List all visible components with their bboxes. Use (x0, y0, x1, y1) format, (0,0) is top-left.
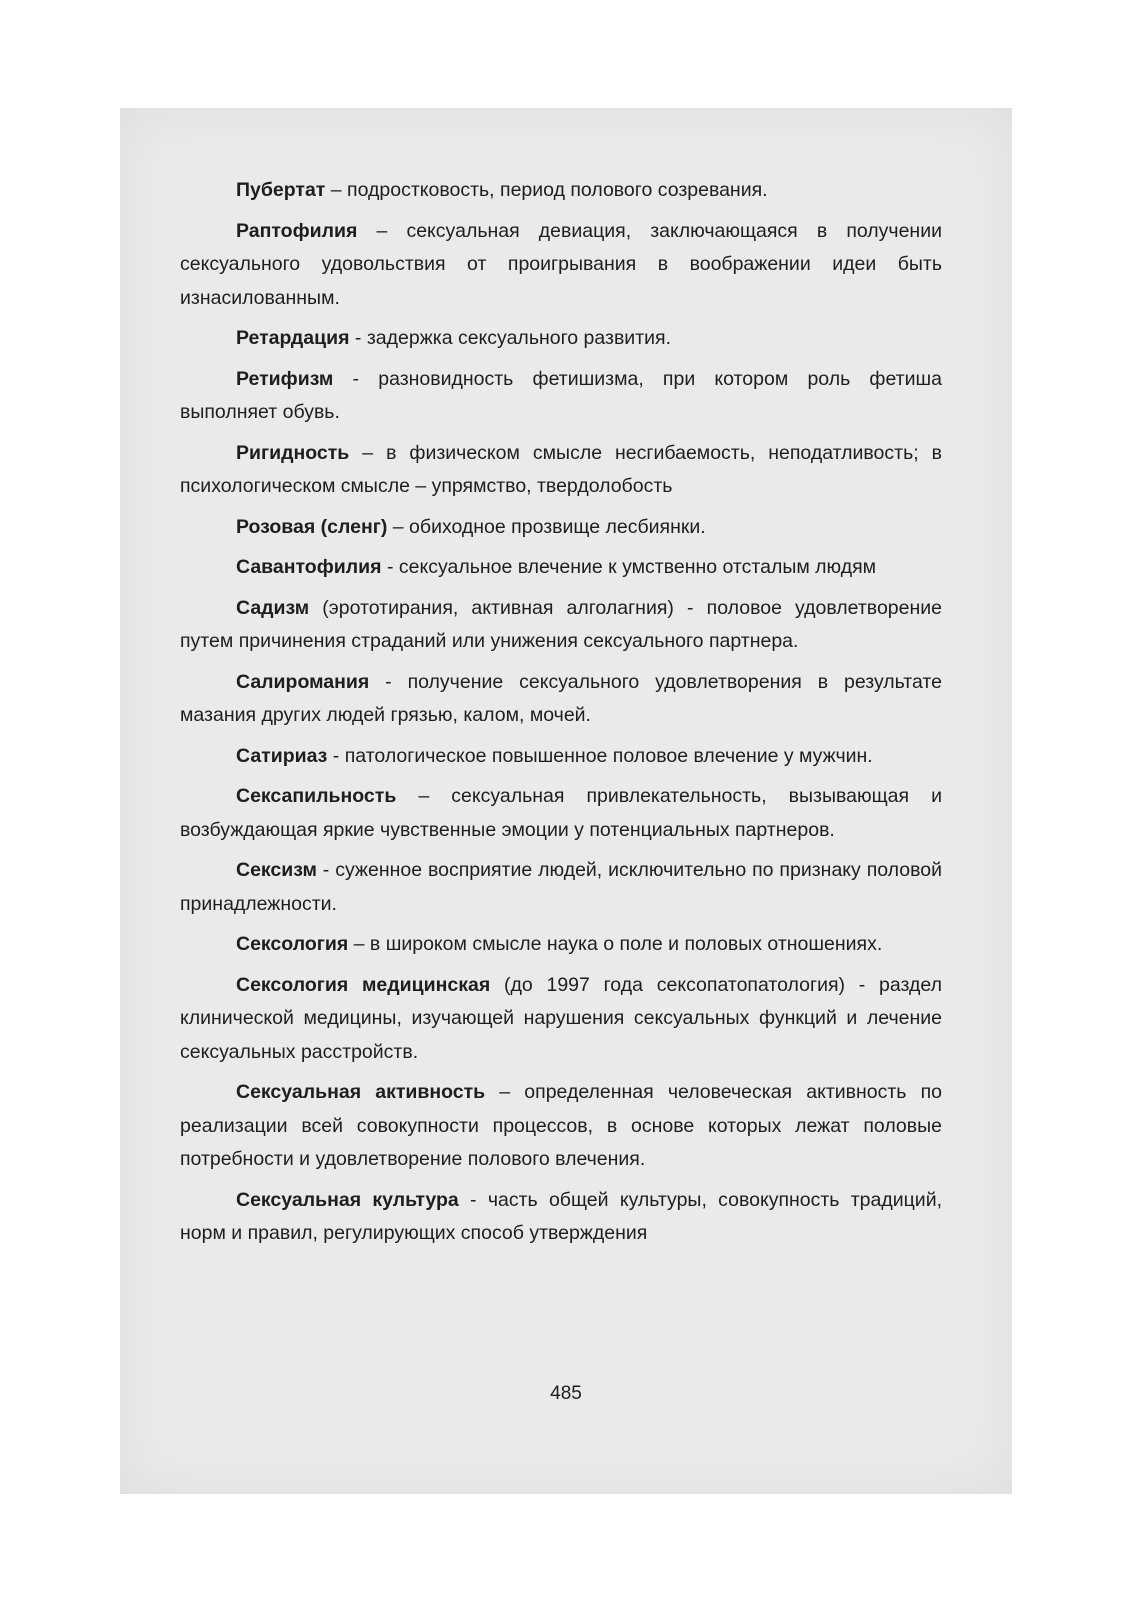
glossary-entry-retardation (180, 322, 942, 356)
glossary-entry-savantophilia (180, 551, 942, 585)
entry-term: Сексология (236, 933, 349, 955)
glossary-entry-rozovaya (180, 511, 942, 545)
entry-definition: – в физическом смысле несгибаемость, неподатливость; в психологическом смысле – упрямство, твердолобость (180, 441, 942, 497)
entry-term: Савантофилия (236, 556, 382, 578)
entry-term: Сексуальная культура (236, 1188, 459, 1211)
entry-term: Сексуальная активность (236, 1081, 486, 1103)
entry-term: Сексапильность (236, 785, 397, 807)
entry-term: Садизм (236, 596, 310, 619)
entry-definition: (эрототирания, активная алголагния) - половое удовлетворение путем причинения страданий или унижения сексуального партнера. (180, 596, 942, 652)
glossary-text (180, 174, 942, 1258)
entry-definition: – сексуальная привлекательность, вызывающая и возбуждающая яркие чувственные эмоции у потенциальных партнеров. (180, 785, 942, 841)
glossary-entry-puberty (180, 174, 942, 208)
glossary-entry-rigidity (180, 437, 942, 504)
entry-definition: – обиходное прозвище лесбиянки. (387, 515, 706, 538)
glossary-entry-retifism (180, 363, 942, 430)
glossary-entry-sexology (180, 928, 942, 962)
glossary-entry-medical-sexology (180, 969, 942, 1070)
entry-definition: - задержка сексуального развития. (349, 327, 671, 349)
glossary-entry-saliromania (180, 666, 942, 733)
entry-term: Салиромания (236, 670, 370, 693)
entry-term: Раптофилия (236, 219, 358, 242)
entry-term: Сексология медицинская (236, 973, 491, 996)
entry-definition: – определенная человеческая активность по реализации всей совокупности процессов, в основе которых лежат половые потребности и удовлетворение полового влечения. (180, 1081, 942, 1170)
glossary-entry-sexism (180, 854, 942, 921)
entry-definition: – в широком смысле наука о поле и половых отношениях. (348, 933, 883, 955)
entry-term: Ригидность (236, 441, 350, 464)
entry-definition: (до 1997 года сексопатопатология) - раздел клинической медицины, изучающей нарушения сексуальных функций и лечение сексуальных расстройств. (180, 973, 942, 1063)
entry-definition: - часть общей культуры, совокупность традиций, норм и правил, регулирующих способ утверждения (180, 1188, 943, 1244)
entry-term: Пубертат (236, 179, 326, 201)
entry-definition: - разновидность фетишизма, при котором роль фетиша выполняет обувь. (180, 367, 942, 423)
glossary-entry-sex-appeal (180, 780, 942, 847)
glossary-entry-raptophilia (180, 215, 942, 316)
entry-definition: – сексуальная девиация, заключающаяся в получении сексуального удовольствия от проигрывания в воображении идеи быть изнасилованным. (180, 219, 942, 309)
glossary-entry-sadism (180, 592, 942, 659)
entry-term: Сатириаз (236, 744, 328, 767)
glossary-entry-sexual-culture (180, 1184, 942, 1251)
page-number: 485 (550, 1383, 582, 1404)
entry-term: Ретифизм (236, 367, 334, 390)
entry-definition: - сексуальное влечение к умственно отсталым людям (381, 556, 877, 578)
glossary-entry-sexual-activity (180, 1076, 942, 1177)
entry-term: Сексизм (236, 859, 317, 881)
book-page (120, 108, 1012, 1494)
entry-definition: - суженное восприятие людей, исключительно по признаку половой принадлежности. (180, 859, 942, 915)
glossary-entry-satyriasis (180, 740, 942, 774)
entry-definition: - патологическое повышенное половое влечение у мужчин. (327, 744, 873, 767)
entry-definition: – подростковость, период полового созревания. (325, 179, 768, 201)
entry-term: Ретардация (236, 327, 350, 349)
entry-term: Розовая (сленг) (236, 515, 388, 538)
entry-definition: - получение сексуального удовлетворения в результате мазания других людей грязью, калом, мочей. (180, 670, 942, 726)
